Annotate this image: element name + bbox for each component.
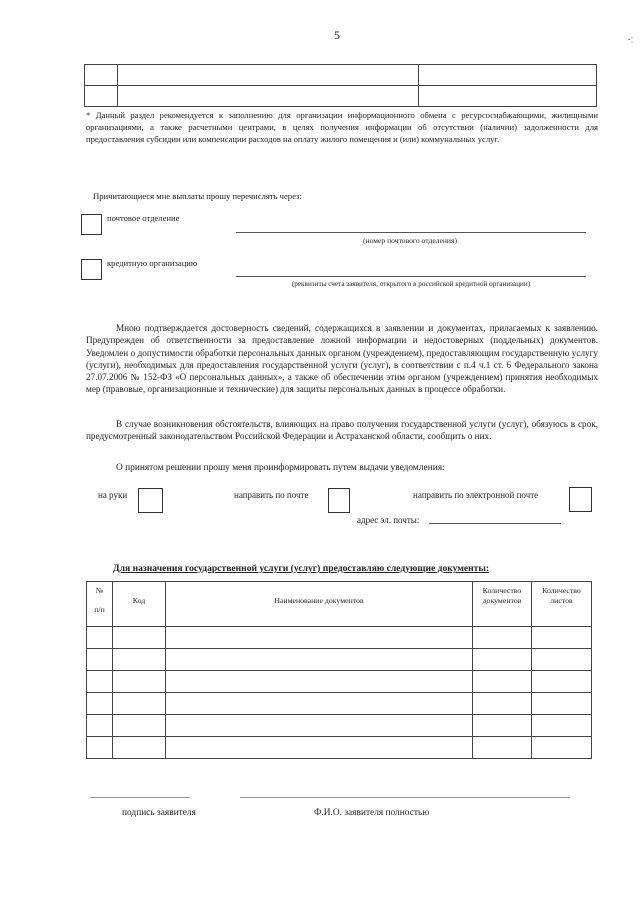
col-header-qty-docs-line1: Количество — [482, 586, 522, 595]
col-header-qty-sheets — [532, 582, 592, 627]
table-cell[interactable] — [166, 627, 473, 649]
col-header-code: Код — [113, 582, 166, 627]
table-cell[interactable] — [473, 715, 532, 737]
table-row — [87, 671, 592, 693]
fio-field[interactable] — [240, 797, 570, 798]
credit-org-caption: (реквизиты счета заявителя, открытого в российской кредитной организации) — [291, 280, 531, 288]
declaration-paragraph: Мною подтверждается достоверность сведений, содержащихся в заявлении и документах, прилагаемых к заявлению. Предупрежден об ответственности за предоставление ложной информации и недостоверных (поддельных) документов. Уведомлен о допустимости обработки персональных данных органом (учреждением), предоставляющим государственную услугу (услуги), необходимых для предоставления государственной услуги (услуг), в соответствии с п.4 ч.1 ст. 6 Федерального закона 27.07.2006 № 152-ФЗ «О персональных данных», а также об обеспечении этим органом (учреждением) принятия необходимых мер (правовые, организационные и технические) для защиты персональных данных в процессе обработки. — [86, 323, 598, 395]
email-address-label: адрес эл. почты: — [357, 515, 420, 525]
email-address-field[interactable] — [429, 523, 561, 524]
documents-table — [86, 581, 592, 759]
notify-hand-label: на руки — [98, 490, 128, 500]
footnote: * Данный раздел рекомендуется к заполнению для организации информационного обмена с ресурсоснабжающими, жилищными организациями, а также расчетными центрами, в целях получения информации об отсутствии (наличии) задолженности для предоставления субсидии или компенсации расходов на оплату жилого помещения и (или) коммунальных услуг. — [86, 110, 598, 144]
col-header-qty-sheets-line1: Количество — [542, 586, 581, 595]
top-table-cell[interactable] — [118, 65, 419, 86]
top-table-cell[interactable] — [85, 86, 118, 107]
table-row — [87, 693, 592, 715]
post-office-checkbox[interactable] — [81, 214, 102, 235]
signature-field[interactable] — [90, 797, 190, 798]
table-row — [87, 737, 592, 759]
table-cell[interactable] — [166, 693, 473, 715]
top-table — [84, 64, 597, 107]
table-cell[interactable] — [532, 737, 592, 759]
table-cell[interactable] — [87, 671, 113, 693]
notify-mail-checkbox[interactable] — [328, 488, 350, 513]
table-cell[interactable] — [87, 693, 113, 715]
col-header-qty-sheets-line2: листов — [550, 595, 573, 605]
top-table-cell[interactable] — [118, 86, 419, 107]
post-office-label: почтовое отделение — [107, 213, 180, 223]
post-office-number-field[interactable] — [236, 232, 586, 233]
col-header-no-line1: № — [95, 586, 104, 595]
table-cell[interactable] — [113, 627, 166, 649]
col-header-qty-docs — [473, 582, 532, 627]
table-cell[interactable] — [113, 671, 166, 693]
table-row — [87, 715, 592, 737]
table-cell[interactable] — [113, 737, 166, 759]
table-cell[interactable] — [532, 627, 592, 649]
top-table-cell[interactable] — [85, 65, 118, 86]
table-cell[interactable] — [473, 671, 532, 693]
table-cell[interactable] — [473, 627, 532, 649]
payment-intro: Причитающиеся мне выплаты прошу перечислять через: — [93, 191, 302, 201]
credit-org-checkbox[interactable] — [81, 259, 102, 280]
table-cell[interactable] — [473, 737, 532, 759]
table-cell[interactable] — [532, 715, 592, 737]
table-cell[interactable] — [166, 715, 473, 737]
col-header-no-line2: п/п — [94, 605, 105, 615]
margin-mark: ·,· — [627, 36, 636, 44]
table-cell[interactable] — [87, 737, 113, 759]
notify-intro: О принятом решении прошу меня проинформировать путем выдачи уведомления: — [116, 463, 445, 473]
fio-label: Ф.И.О. заявителя полностью — [314, 808, 430, 818]
page-number: 5 — [334, 28, 340, 42]
top-table-cell[interactable] — [419, 86, 597, 107]
post-office-caption: (номер почтового отделения) — [362, 236, 458, 245]
table-cell[interactable] — [532, 671, 592, 693]
credit-org-label: кредитную организацию — [107, 258, 198, 268]
table-cell[interactable] — [166, 737, 473, 759]
obligation-paragraph: В случае возникновения обстоятельств, влияющих на право получения государственной услуги (услуг), обязуюсь в срок, предусмотренный законодательством Российской Федерации и Астраханской области, сообщить о них. — [86, 419, 598, 442]
table-cell[interactable] — [166, 671, 473, 693]
table-cell[interactable] — [87, 627, 113, 649]
documents-heading: Для назначения государственной услуги (услуг) предоставляю следующие документы: — [113, 563, 490, 574]
top-table-cell[interactable] — [419, 65, 597, 86]
table-row — [87, 649, 592, 671]
signature-label: подпись заявителя — [122, 808, 196, 818]
col-header-no — [87, 582, 113, 627]
credit-org-details-field[interactable] — [236, 276, 586, 277]
table-cell[interactable] — [532, 693, 592, 715]
table-cell[interactable] — [87, 649, 113, 671]
table-row — [87, 627, 592, 649]
table-cell[interactable] — [532, 649, 592, 671]
table-cell[interactable] — [113, 693, 166, 715]
table-cell[interactable] — [166, 649, 473, 671]
table-cell[interactable] — [473, 649, 532, 671]
notify-email-checkbox[interactable] — [569, 487, 592, 512]
notify-mail-label: направить по почте — [234, 490, 309, 500]
table-header-row — [87, 582, 592, 627]
notify-email-label: направить по электронной почте — [413, 490, 539, 500]
col-header-qty-docs-line2: документов — [482, 595, 522, 605]
table-cell[interactable] — [87, 715, 113, 737]
table-cell[interactable] — [113, 649, 166, 671]
notify-hand-checkbox[interactable] — [138, 488, 163, 513]
table-cell[interactable] — [473, 693, 532, 715]
col-header-name: Наименование документов — [166, 582, 473, 627]
table-cell[interactable] — [113, 715, 166, 737]
